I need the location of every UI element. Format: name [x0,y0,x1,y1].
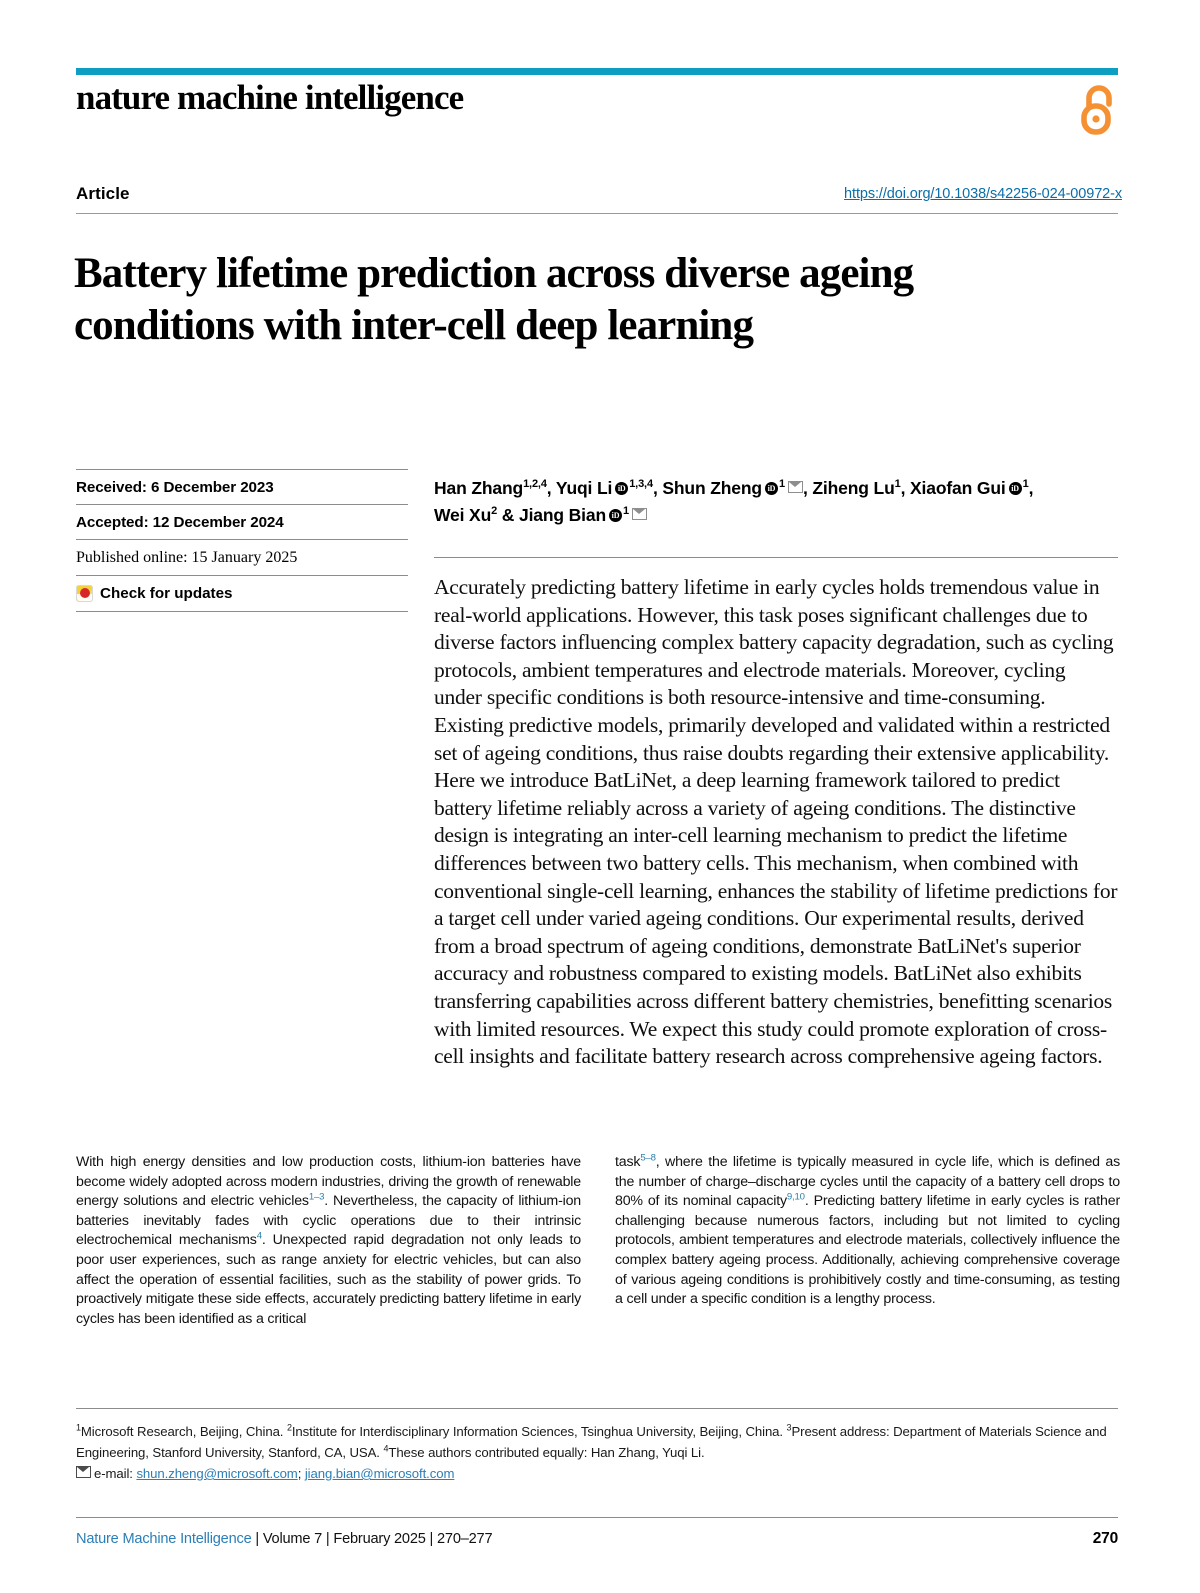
page-footer [76,1530,1118,1548]
author-separator: , [1028,478,1034,498]
author-affil-sup: 1,3,4 [629,478,653,491]
body-text: . Unexpected rapid degradation not only leads to poor user experiences, such as range anxiety for electric vehicles, but can also affect the operation of essential facilities, such as the stability of power grids. To proactively mitigate these side effects, accurately predicting battery lifetime in early cycles has been identified as a critical [76,1232,581,1327]
author-affil-sup: 1,2,4 [523,478,547,491]
affil-marker: 4 [383,1443,389,1454]
citation-ref[interactable]: 5–8 [640,1152,656,1164]
orcid-icon[interactable] [765,482,778,495]
email-link-secondary[interactable]: jiang.bian@microsoft.com [304,1466,455,1481]
author-affil-sup: 1 [623,505,629,518]
body-text: With high energy densities and low production costs, lithium-ion batteries have become widely adopted across modern industries, driving the growth of renewable energy solutions and electric vehicles [76,1154,581,1210]
page-title: Battery lifetime prediction across diverse ageing conditions with inter-cell deep learning [74,249,914,349]
orcid-icon[interactable] [615,482,628,495]
accepted-date-row [76,504,408,539]
author-name[interactable]: , Xiaofan Gui [900,478,1006,498]
citation-ref[interactable]: 9,10 [786,1191,805,1203]
received-date: Received: 6 December 2023 [76,479,274,496]
orcid-icon[interactable] [1009,482,1022,495]
author-name[interactable]: , Shun Zheng [652,478,762,498]
check-for-updates-label: Check for updates [100,585,233,602]
publication-history [76,469,408,612]
accepted-date: Accepted: 12 December 2024 [76,514,284,531]
brand-accent-rule [76,68,1118,75]
envelope-icon [76,1466,91,1478]
corresponding-author-envelope-icon[interactable] [632,508,647,520]
author-name[interactable]: , Yuqi Li [546,478,613,498]
footer-divider [76,1517,1118,1518]
received-date-row [76,469,408,504]
footer-citation [76,1531,492,1547]
doi-link[interactable]: https://doi.org/10.1038/s42256-024-00972-x [844,186,1122,202]
footer-journal-name[interactable]: Nature Machine Intelligence [76,1531,252,1547]
body-text: . Predicting battery lifetime in early cycles is rather challenging because numerous factors, including but not limited to cycling protocols, ambient temperatures and electrode materials, collectively influence the complex battery ageing process. Additionally, achieving comprehensive coverage of various ageing conditions is prohibitively costly and time-consuming, as testing a cell under a specific condition is a lengthy process. [615,1193,1120,1308]
author-name[interactable]: Han Zhang [434,478,524,498]
open-access-lock-icon [1076,84,1122,138]
email-label: e-mail: [94,1466,137,1481]
affil-entry: Microsoft Research, Beijing, China. [80,1424,287,1439]
published-date: Published online: 15 January 2025 [76,549,298,566]
header-divider [76,213,1118,214]
affiliations-block [76,1408,1118,1484]
email-link-primary[interactable]: shun.zheng@microsoft.com [136,1466,298,1481]
body-text: , where the lifetime is typically measured in cycle life, which is defined as the number of charge–discharge cycles until the capacity of a battery cell drops to 80% of its nominal capacity [615,1154,1120,1210]
author-affil-sup: 1 [1022,478,1029,491]
author-list [434,469,1118,529]
author-name[interactable]: & Jiang Bian [497,505,606,525]
check-for-updates-button[interactable] [76,575,408,612]
citation-ref[interactable]: 4 [256,1230,262,1242]
page-number: 270 [1092,1530,1118,1547]
author-affil-sup: 1 [894,478,901,491]
affiliations-text [76,1409,1118,1484]
corresponding-author-envelope-icon[interactable] [788,481,803,493]
body-text: . Nevertheless, the capacity of lithium-ion batteries inevitably fades with cyclic operations due to their intrinsic electrochemical mechanisms [76,1193,582,1249]
journal-masthead: nature machine intelligence [76,78,464,117]
authors-and-abstract [434,469,1118,1071]
body-column-right [615,1153,1120,1329]
author-name[interactable]: , Ziheng Lu [802,478,895,498]
affil-marker: 3 [786,1422,792,1433]
body-columns [76,1153,1120,1329]
abstract-text: Accurately predicting battery lifetime in early cycles holds tremendous value in real-world applications. However, this task poses significant challenges due to diverse factors influencing complex battery capacity degradation, such as cycling protocols, ambient temperatures and electrode materials. Moreover, cycling under specific conditions is both resource-intensive and time-consuming. Existing predictive models, primarily developed and validated within a restricted set of ageing conditions, thus raise doubts regarding their extensive applicability. Here we introduce BatLiNet, a deep learning framework tailored to predict battery lifetime reliably across a variety of ageing conditions. The distinctive design is integrating an inter-cell learning mechanism to predict the lifetime differences between two battery cells. This mechanism, when combined with conventional single-cell learning, enhances the stability of lifetime predictions for a target cell under varied ageing conditions. Our experimental results, derived from a broad spectrum of ageing conditions, demonstrate BatLiNet's superior accuracy and robustness compared to existing models. BatLiNet also exhibits transferring capabilities across different battery chemistries, benefitting scenarios with limited resources. We expect this study could promote exploration of cross-cell insights and facilitate battery research across comprehensive ageing factors. [434,575,1118,1069]
body-text: task [615,1154,641,1170]
affil-entry: Present address: Department of Materials Science and Engineering, Stanford University, Stanford, CA, USA. [76,1424,1107,1460]
crossmark-icon [76,585,93,602]
affil-entry: Institute for Interdisciplinary Information Sciences, Tsinghua University, Beijing, China. [291,1424,787,1439]
footer-volume-info: | Volume 7 | February 2025 | 270–277 [251,1531,493,1547]
author-name[interactable]: Wei Xu [434,505,492,525]
citation-ref[interactable]: 1–3 [308,1191,325,1203]
corresponding-email-line [76,1463,1118,1484]
published-date-row [76,539,408,575]
author-affil-sup: 2 [491,505,498,518]
author-affil-sup: 1 [778,478,785,491]
email-separator: ; [297,1466,305,1481]
affil-entry: These authors contributed equally: Han Zhang, Yuqi Li. [388,1445,705,1460]
orcid-icon[interactable] [609,509,622,522]
affil-marker: 1 [76,1422,81,1433]
affil-marker: 2 [286,1422,292,1433]
article-type-label: Article [76,184,130,203]
body-column-left [76,1153,581,1329]
